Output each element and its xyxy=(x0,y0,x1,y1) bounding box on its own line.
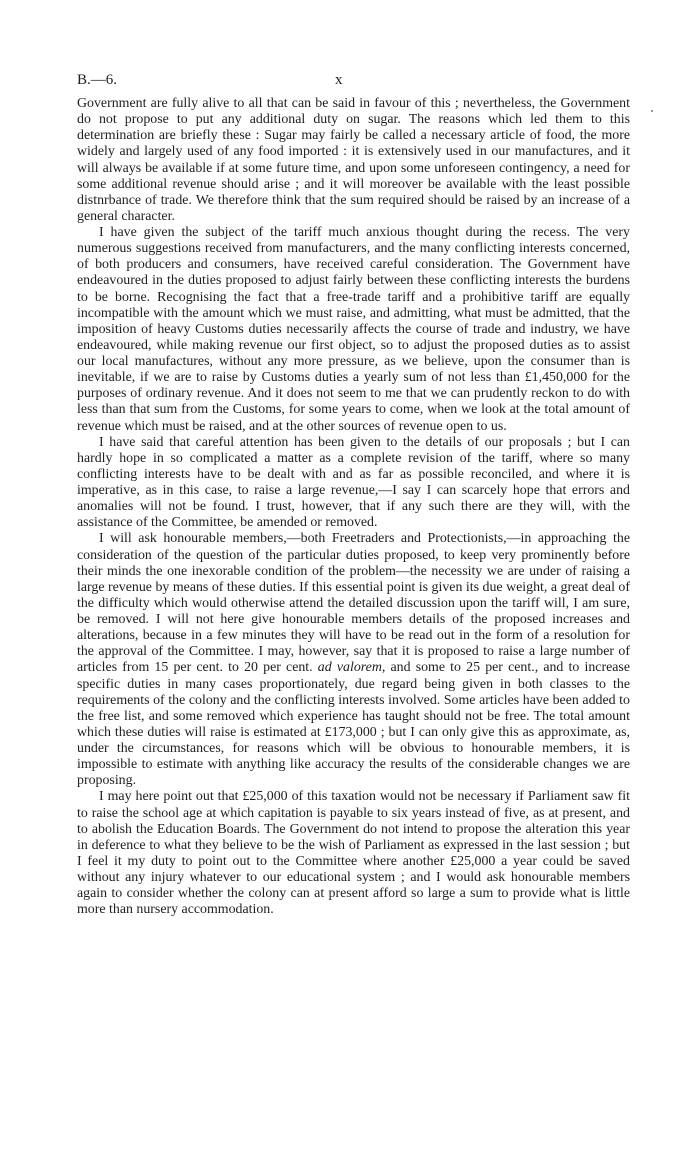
paragraph xyxy=(77,789,630,918)
italic-phrase: ad valorem xyxy=(317,660,382,676)
body-text xyxy=(77,96,630,918)
document-reference: B.—6. xyxy=(77,72,118,88)
paragraph xyxy=(77,96,630,225)
paragraph-text: Government are fully alive to all that can be said in favour of this ; nevertheless, the Government do not propose to put any additional duty on sugar. The reasons which led them to this determination are briefly these : Sugar may fairly be called a necessary article of food, the more widely and largely used of any food imported : it is extensively used in our manufactures, and it will always be available if at some future time, and upon some unforeseen contingency, a need for some additional revenue should arise ; and it will moreover be available with the least possible distnrbance of trade. We therefore think that the sum required should be raised by an increase of a general character. xyxy=(77,96,630,224)
paragraph xyxy=(77,435,630,532)
paragraph xyxy=(77,531,630,789)
paragraph-text: I may here point out that £25,000 of this taxation would not be necessary if Parliament saw fit to raise the school age at which capitation is payable to six years instead of five, as at present, and to abolish the Education Boards. The Government do not intend to propose the alteration this year in deference to what they believe to be the wish of Parliament as expressed in the last session ; but I feel it my duty to point out to the Committee where another £25,000 a year could be saved without any injury whatever to our educational system ; and I would ask honourable members again to consider whether the colony can at present afford so large a sum to provide what is little more than nursery accommodation. xyxy=(77,789,630,918)
paragraph xyxy=(77,225,630,435)
paragraph-text: I have said that careful attention has been given to the details of our proposals ; but I can hardly hope in so complicated a matter as a complete revision of the tariff, where so many conflicting interests have to be dealt with and as far as possible reconciled, and where it is imperative, as in this case, to raise a large revenue,—I say I can scarcely hope that errors and anomalies will not be found. I trust, however, that if any such there are they will, with the assistance of the Committee, be amended or removed. xyxy=(77,434,630,531)
margin-speck xyxy=(651,110,653,112)
page-header xyxy=(77,72,630,92)
page-number: x xyxy=(335,72,343,88)
paragraph-text: I will ask honourable members,—both Freetraders and Protectionists,—in approaching the consideration of the question of the particular duties proposed, to keep very prominently before their minds the one inexorable condition of the problem—the necessity we are under of raising a large revenue by means of these duties. If this essential point is given its due weight, a great deal of the difficulty which would otherwise attend the detailed discussion upon the tariff will, I am sure, be removed. I will not here give honourable members details of the proposed increases and alterations, because in a few minutes they will have to be read out in the form of a resolution for the approval of the Committee. I may, however, say that it is proposed to raise a large number of articles from 15 per cent. to 20 per cent. xyxy=(77,531,630,676)
paragraph-text: I have given the subject of the tariff much anxious thought during the recess. The very numerous suggestions received from manufacturers, and the many conflicting interests concerned, of both producers and consumers, have received careful consideration. The Government have endeavoured in the duties proposed to adjust fairly between these conflicting interests the burdens to be borne. Recognising the fact that a free-trade tariff and a prohibitive tariff are equally incompatible with the amount which we must raise, and admitting, what must be admitted, that the imposition of heavy Customs duties necessarily affects the course of trade and industry, we have endeavoured, while making revenue our first object, so to adjust the proposed duties as to assist our local manufactures, without any more pressure, as we believe, upon the consumer than is inevitable, if we are to raise by Customs duties a yearly sum of not less than £1,450,000 for the purposes of ordinary revenue. And it does not seem to me that we can prudently reckon to do with less than that sum from the Customs, for some years to come, when we look at the total amount of revenue which must be raised, and at the other sources of revenue open to us. xyxy=(77,225,630,434)
paragraph-text: , and some to 25 per cent., and to increase specific duties in many cases proportionately, due regard being given in both classes to the requirements of the colony and the conflicting interests involved. Some articles have been added to the free list, and some removed which experience has taught should not be free. The total amount which these duties will raise is estimated at £173,000 ; but I can only give this as approximate, as, under the circumstances, for reasons which will be obvious to honourable members, it is impossible to estimate with anything like accuracy the results of the considerable changes we are proposing. xyxy=(77,660,630,789)
